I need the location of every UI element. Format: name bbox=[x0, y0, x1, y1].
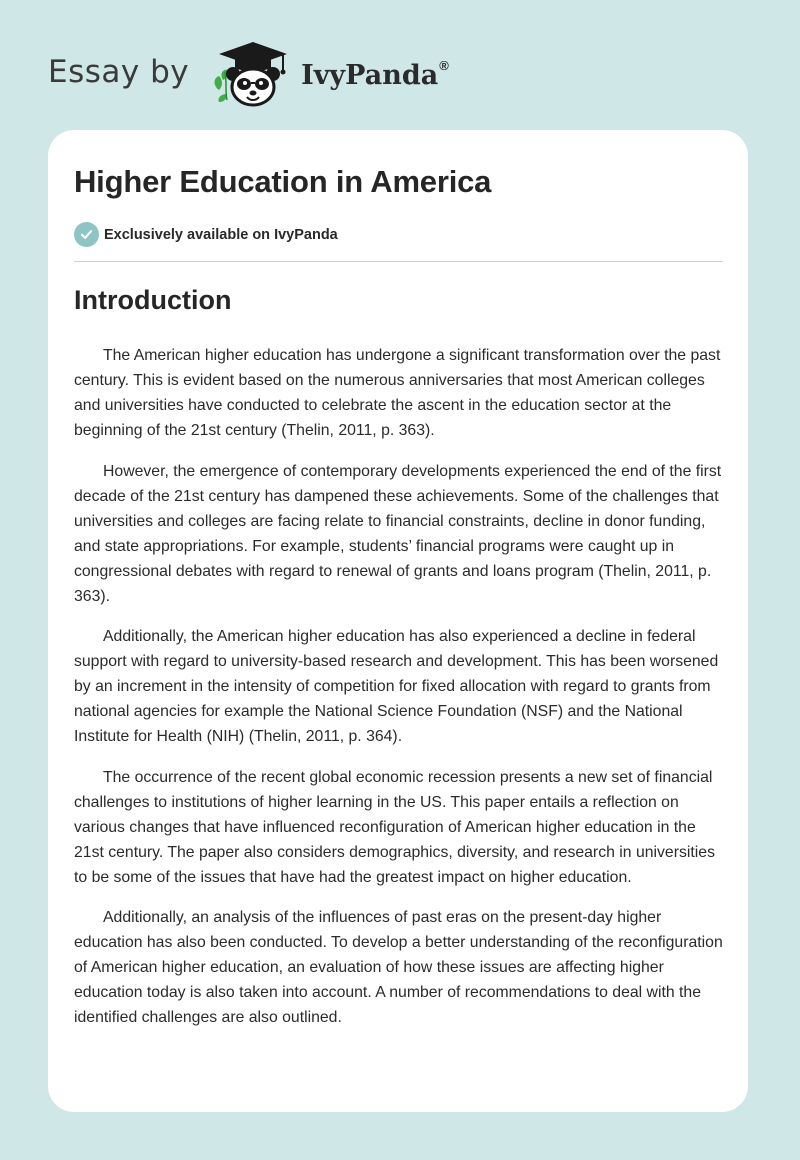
paragraph: However, the emergence of contemporary developments experienced the end of the first decade of the 21st century has dampened these achievements. Some of the challenges that universities and colleges are facing relate to financial constraints, decline in donor funding, and state appropriations. For example, students’ financial programs were caught up in congressional debates with regard to renewal of grants and loans program (Thelin, 2011, p. 363). bbox=[74, 462, 722, 605]
essay-card bbox=[48, 130, 748, 1112]
paragraph: Additionally, an analysis of the influences of past eras on the present-day higher education has also been conducted. To develop a better understanding of the reconfiguration of American higher education, an evaluation of how these issues are affecting higher education today is also taken into account. A number of recommendations to deal with the identified challenges are also outlined. bbox=[74, 909, 723, 1026]
checkmark-icon bbox=[74, 222, 99, 247]
registered-mark: ® bbox=[439, 57, 449, 73]
essay-body bbox=[74, 343, 726, 1046]
brand-header bbox=[48, 36, 449, 108]
exclusive-badge bbox=[74, 222, 338, 247]
essay-title: Higher Education in America bbox=[74, 164, 492, 199]
section-heading: Introduction bbox=[74, 285, 232, 315]
paragraph: The American higher education has undergone a significant transformation over the past century. This is evident based on the numerous anniversaries that most American colleges and universities have conducted to celebrate the ascent in the education sector at the beginning of the 21st century (Thelin, 2011, p. 363). bbox=[74, 347, 721, 439]
paragraph: The occurrence of the recent global economic recession presents a new set of financial challenges to institutions of higher learning in the US. This paper entails a reflection on various changes that have influenced reconfiguration of American higher education in the 21st century. The paper also considers demographics, diversity, and research in universities to be some of the issues that have had the greatest impact on higher education. bbox=[74, 768, 715, 886]
badge-text: Exclusively available on IvyPanda bbox=[104, 226, 338, 243]
paragraph: Additionally, the American higher education has also experienced a decline in federal support with regard to university-based research and development. This has been worsened by an increment in the intensity of competition for fixed allocation with regard to grants from national agencies for example the National Science Foundation (NSF) and the National Institute for Health (NIH) (Thelin, 2011, p. 364). bbox=[74, 628, 719, 745]
brand-prefix: Essay by bbox=[48, 54, 190, 90]
brand-name bbox=[301, 58, 449, 91]
divider bbox=[74, 261, 723, 262]
brand-name-text: IvyPanda bbox=[301, 59, 439, 91]
panda-graduate-icon bbox=[205, 36, 297, 108]
